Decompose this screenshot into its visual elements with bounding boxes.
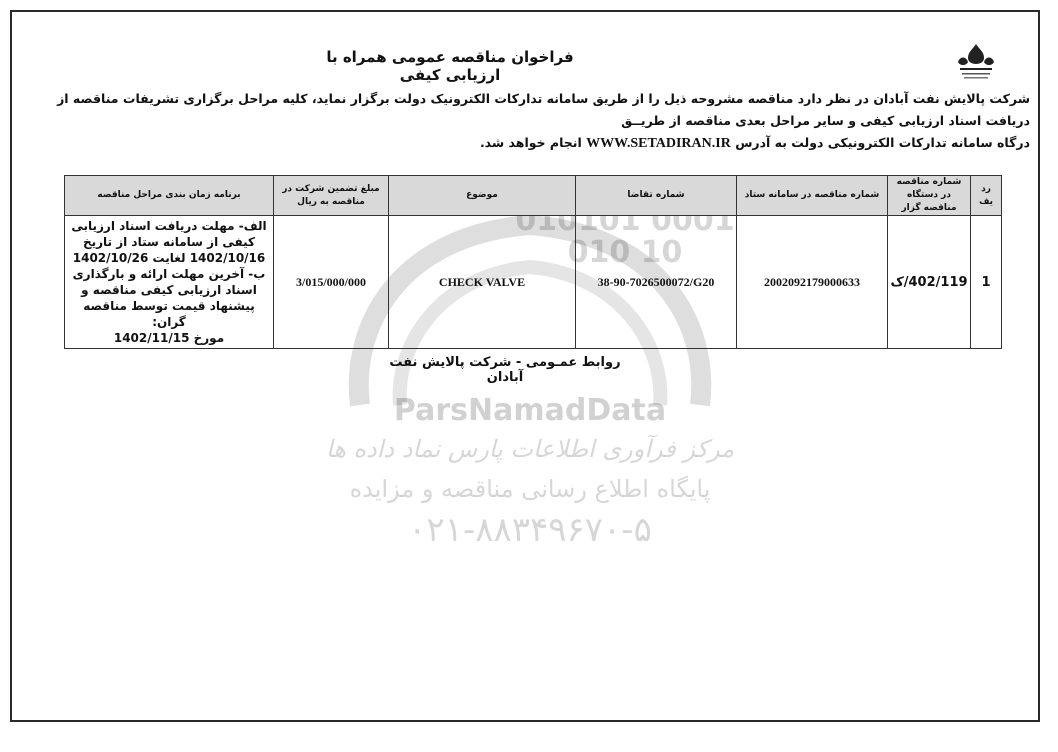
schedule-b-text: ب- آخرین مهلت ارائه و بارگذاری اسناد ارزیابی کیفی مناقصه و پیشنهاد قیمت توسط مناقصه گران:	[72, 267, 266, 329]
cell-schedule	[65, 216, 274, 349]
schedule-item-b	[71, 266, 267, 330]
watermark-digits: 010101 0001 010 10	[515, 203, 735, 270]
cell-request-number: 38-90-7026500072/G20	[576, 216, 737, 349]
schedule-a-text: الف- مهلت دریافت اسناد ارزیابی کیفی از سامانه ستاد از تاریخ	[71, 219, 267, 249]
schedule-a-to: 1402/10/26	[72, 251, 149, 265]
tender-table	[64, 175, 1002, 349]
header-tender-number: شماره مناقصه در دستگاه مناقصه گزار	[888, 176, 971, 216]
intro-paragraph	[18, 88, 1030, 155]
schedule-b-date: 1402/11/15	[113, 331, 190, 345]
cell-setad-number: 2002092179000633	[737, 216, 888, 349]
header-schedule: برنامه زمان بندی مراحل مناقصه	[65, 176, 274, 216]
watermark-brand: ParsNamadData	[393, 393, 667, 428]
header-subject: موضوع	[389, 176, 576, 216]
header-request-number: شماره تقاضا	[576, 176, 737, 216]
intro-line-2	[18, 132, 1030, 155]
table-header-row	[65, 176, 1002, 216]
watermark-line-2: پایگاه اطلاع رسانی مناقصه و مزایده	[349, 475, 711, 503]
intro-line-1: شرکت پالایش نفت آبادان در نظر دارد مناقصه مشروحه ذیل را از طریق سامانه تدارکات الکترونیک دولت برگزار نماید، کلیه مراحل برگزاری تشریفات مناقصه از دریافت اسناد ارزیابی کیفی و سایر مراحل بعدی مناقصه از طریــق	[57, 91, 1030, 128]
schedule-item-b-date	[71, 330, 267, 346]
footer-signature: روابط عمـومی - شرکت پالایش نفت آبادان	[389, 355, 621, 385]
header-guarantee: مبلغ تضمین شرکت در مناقصه به ریال	[274, 176, 389, 216]
cell-tender-number: 402/119/ک	[888, 216, 971, 349]
cell-subject: CHECK VALVE	[389, 216, 576, 349]
setad-url[interactable]: WWW.SETADIRAN.IR	[586, 136, 731, 151]
cell-row-number: 1	[971, 216, 1002, 349]
company-logo-icon	[950, 40, 1002, 84]
schedule-item-a	[71, 218, 267, 266]
cell-guarantee: 3/015/000/000	[274, 216, 389, 349]
table-row	[65, 216, 1002, 349]
schedule-a-from: 1402/10/16	[189, 251, 266, 265]
watermark-phone: ۰۲۱-۸۸۳۴۹۶۷۰-۵	[408, 510, 652, 550]
page-title: فراخوان مناقصه عمومی همراه با ارزیابی کیفی	[326, 48, 574, 84]
schedule-a-mid: لغایت	[152, 251, 186, 265]
header-setad-number: شماره مناقصه در سامانه ستاد	[737, 176, 888, 216]
intro-line-2-start: درگاه سامانه تدارکات الکترونیکی دولت به آدرس	[735, 135, 1030, 150]
watermark-line-1: مرکز فرآوری اطلاعات پارس نماد داده ها	[325, 435, 735, 463]
schedule-b-prefix: مورخ	[193, 331, 225, 345]
header-row-number: رد یف	[971, 176, 1002, 216]
intro-line-2-end: انجام خواهد شد.	[479, 135, 582, 150]
